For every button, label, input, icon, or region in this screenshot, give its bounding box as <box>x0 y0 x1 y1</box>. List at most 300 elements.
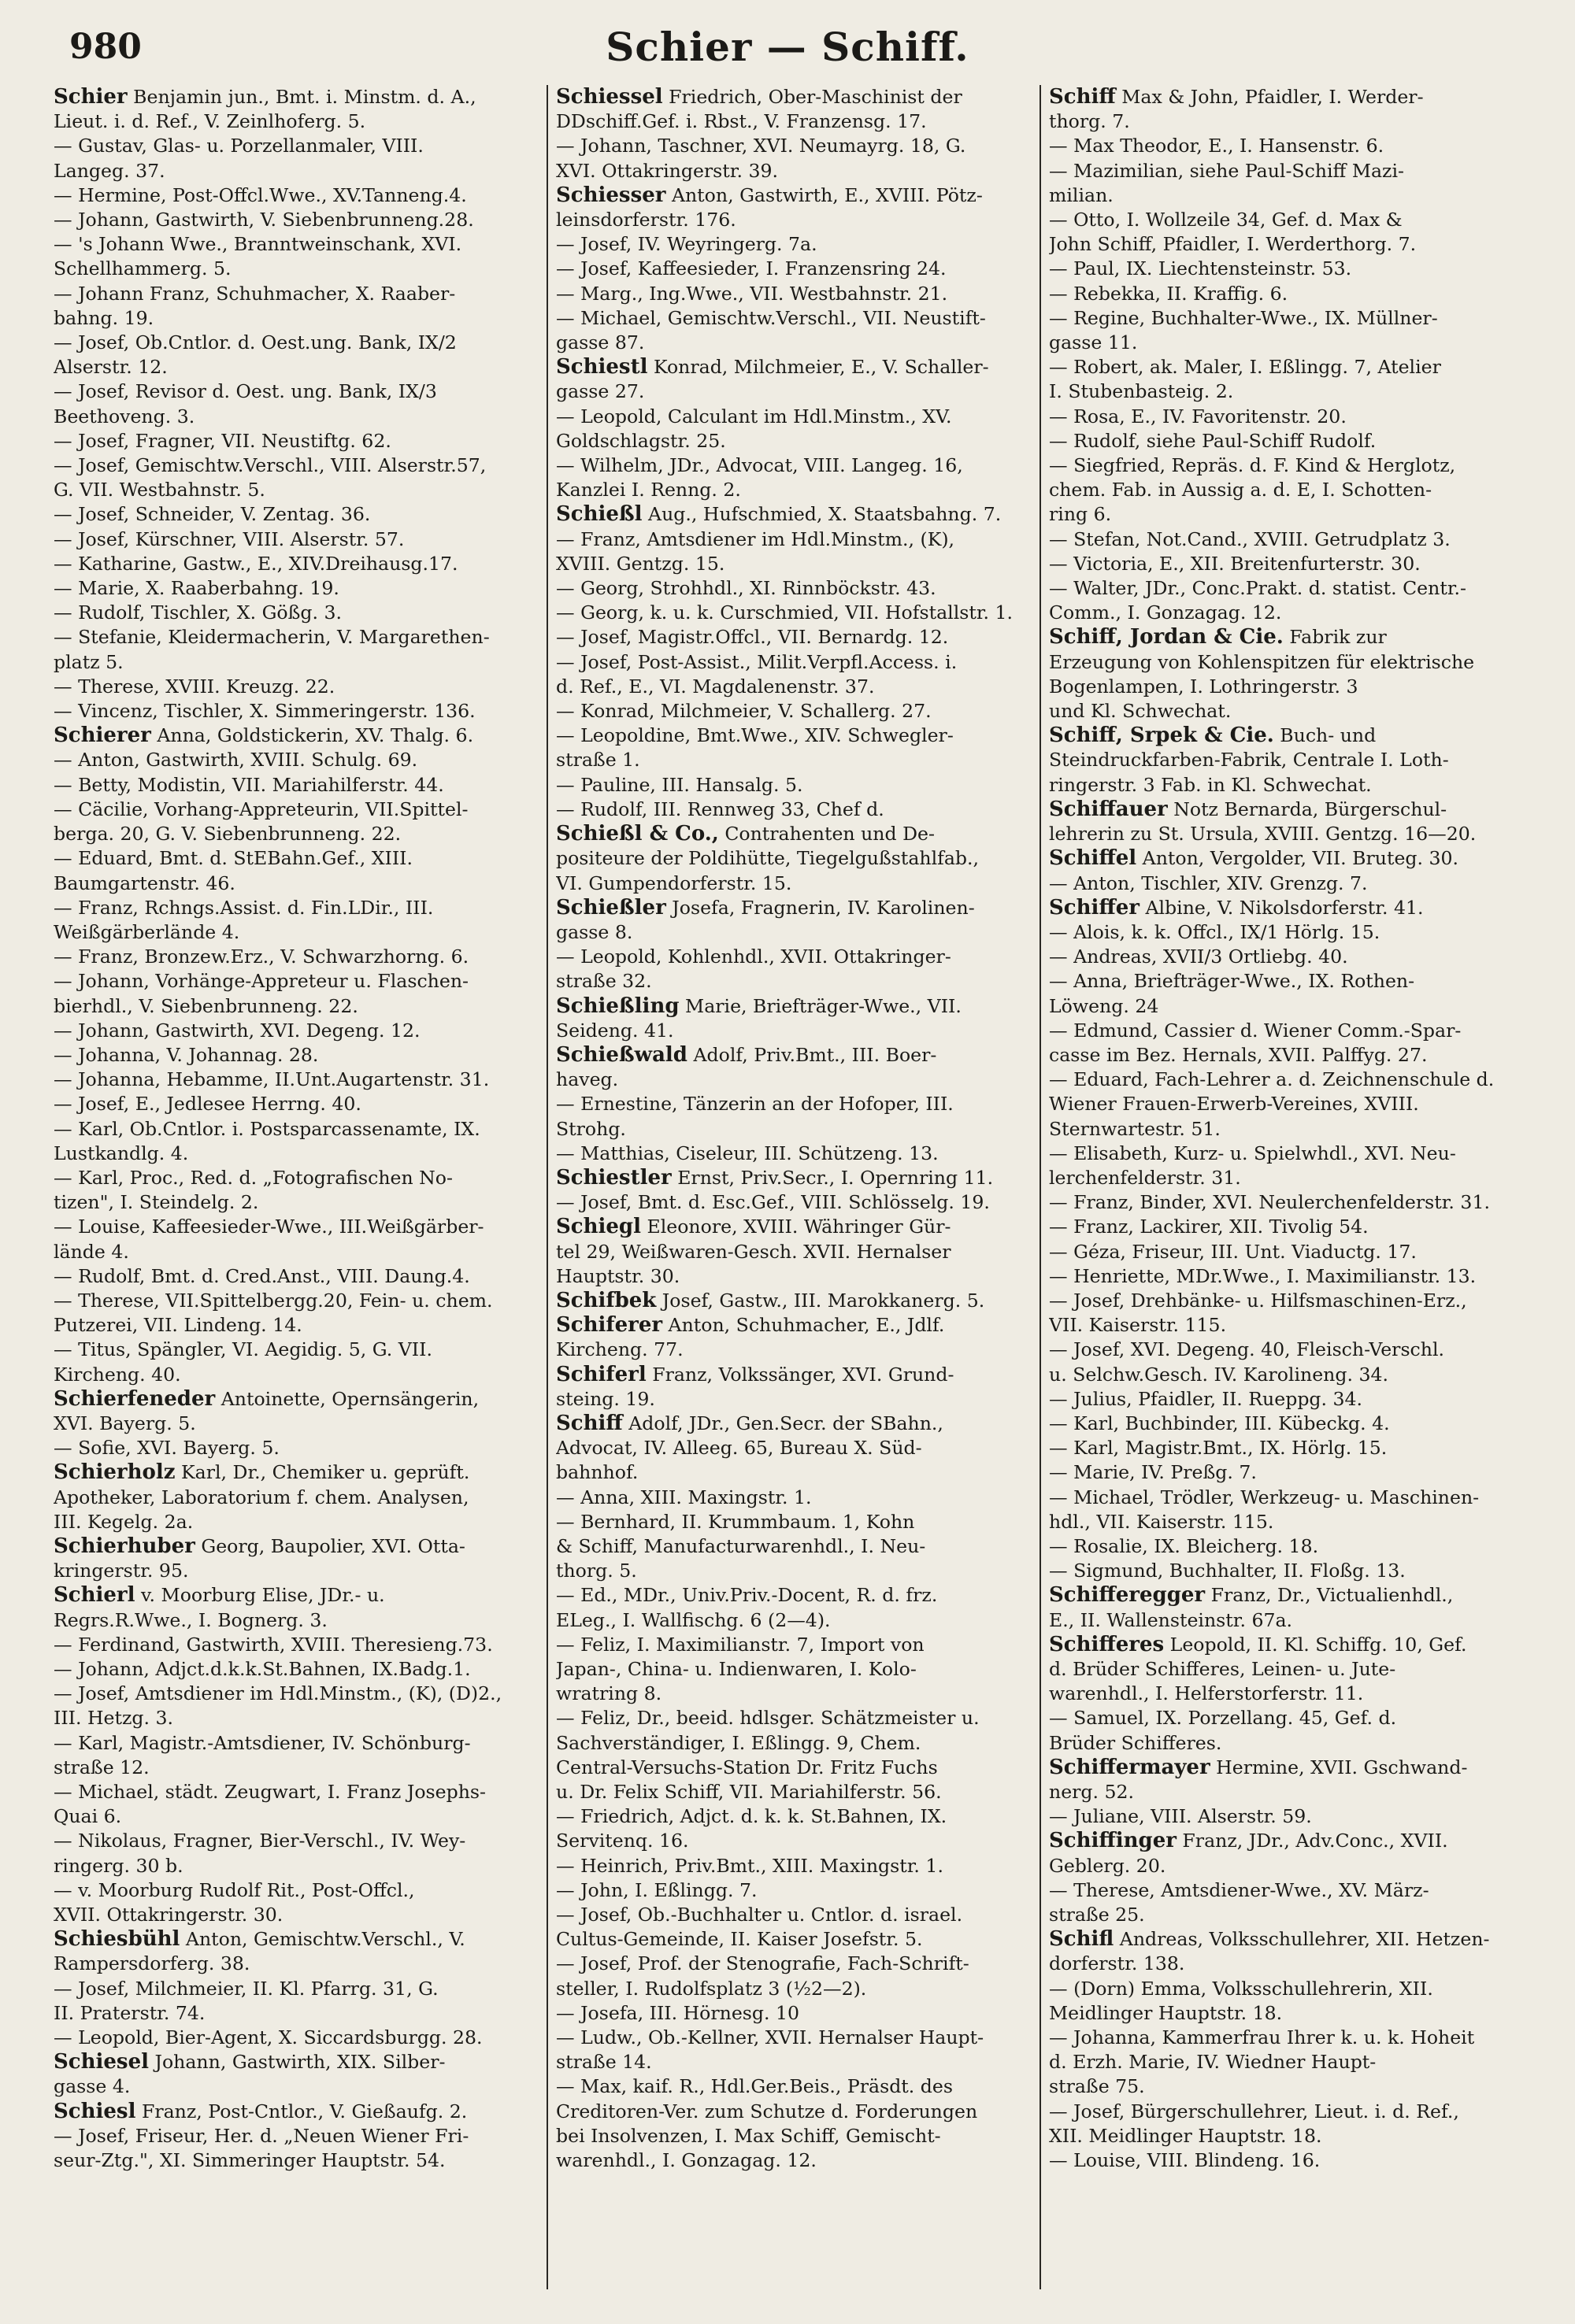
directory-line <box>1049 1804 1525 1829</box>
directory-line <box>556 257 1032 281</box>
entry-text: Baumgartenstr. 46. <box>54 872 235 894</box>
directory-line <box>556 872 1032 896</box>
directory-line <box>54 1583 539 1608</box>
directory-line <box>54 282 539 306</box>
directory-line <box>1049 846 1525 871</box>
directory-line <box>556 2124 1032 2148</box>
entry-text: hdl., VII. Kaiserstr. 115. <box>1049 1510 1274 1533</box>
directory-line <box>1049 355 1525 379</box>
entry-text: VI. Gumpendorferstr. 15. <box>556 872 792 894</box>
directory-line <box>54 576 539 601</box>
entry-text: DDschiff.Gef. i. Rbst., V. Franzensg. 17. <box>556 110 927 133</box>
directory-line <box>556 1706 1032 1730</box>
entry-text: — Anna, Briefträger-Wwe., IX. Rothen- <box>1049 970 1415 993</box>
directory-line <box>1049 1289 1525 1313</box>
directory-line <box>1049 1829 1525 1853</box>
directory-line <box>1049 1190 1525 1215</box>
entry-text: Bogenlampen, I. Lothringerstr. 3 <box>1049 675 1358 698</box>
entry-text: Regrs.R.Wwe., I. Bognerg. 3. <box>54 1608 328 1631</box>
directory-line <box>556 2148 1032 2173</box>
entry-text: — Georg, Strohhdl., XI. Rinnböckstr. 43. <box>556 577 936 600</box>
entry-text: VII. Kaiserstr. 115. <box>1049 1314 1227 1337</box>
entry-text: u. Selchw.Gesch. IV. Karolineng. 34. <box>1049 1363 1388 1386</box>
directory-line <box>54 1829 539 1853</box>
directory-line <box>1049 822 1525 846</box>
entry-text: — Leopoldine, Bmt.Wwe., XIV. Schwegler- <box>556 724 954 747</box>
entry-text: lehrerin zu St. Ursula, XVIII. Gentzg. 16—20. <box>1049 823 1477 846</box>
surname-heading: Schiesser <box>556 183 666 207</box>
directory-line <box>54 1142 539 1166</box>
directory-line <box>1049 502 1525 527</box>
entry-text: bei Insolvenzen, I. Max Schiff, Gemischt- <box>556 2124 941 2147</box>
entry-text: — Josef, Bmt. d. Esc.Gef., VIII. Schlösselg. 19. <box>556 1191 990 1214</box>
directory-line <box>1049 1460 1525 1485</box>
entry-text: — Nikolaus, Fragner, Bier-Verschl., IV. Wey- <box>54 1830 466 1852</box>
directory-line <box>54 109 539 134</box>
directory-line <box>54 331 539 355</box>
directory-line <box>556 1510 1032 1534</box>
entry-text: — Rudolf, Bmt. d. Cred.Anst., VIII. Daung.4. <box>54 1264 470 1287</box>
directory-line <box>1049 405 1525 429</box>
directory-line <box>54 748 539 772</box>
directory-line <box>54 1436 539 1460</box>
entry-text: — Josef, Magistr.Offcl., VII. Bernardg. 12. <box>556 626 949 649</box>
entry-text: — Heinrich, Priv.Bmt., XIII. Maxingstr. 1. <box>556 1854 943 1877</box>
directory-line <box>556 625 1032 649</box>
surname-heading: Schiffauer <box>1049 797 1168 821</box>
entry-text: III. Kegelg. 2a. <box>54 1510 194 1533</box>
entry-text: — Anton, Gastwirth, XVIII. Schulg. 69. <box>54 749 418 772</box>
directory-line <box>54 920 539 945</box>
directory-line <box>556 650 1032 675</box>
directory-line <box>556 675 1032 699</box>
entry-text: ringerstr. 3 Fab. in Kl. Schwechat. <box>1049 773 1372 796</box>
entry-text: — Josef, Milchmeier, II. Kl. Pfarrg. 31, G. <box>54 1977 439 2000</box>
directory-line <box>1049 1363 1525 1387</box>
directory-line <box>1049 1142 1525 1166</box>
directory-line <box>54 1412 539 1436</box>
directory-line <box>1049 1338 1525 1362</box>
entry-text: — Wilhelm, JDr., Advocat, VIII. Langeg. 16, <box>556 454 963 477</box>
entry-text: — Johanna, Kammerfrau Ihrer k. u. k. Hoheit <box>1049 2026 1475 2049</box>
directory-line <box>556 1731 1032 1756</box>
directory-line <box>1049 2026 1525 2050</box>
directory-line <box>1049 1952 1525 1976</box>
directory-line <box>1049 1780 1525 1804</box>
directory-line <box>556 1583 1032 1608</box>
directory-line <box>556 1068 1032 1092</box>
directory-line <box>556 1633 1032 1657</box>
surname-heading: Schiferl <box>556 1362 647 1386</box>
entry-text: — Ed., MDr., Univ.Priv.-Docent, R. d. frz. <box>556 1584 938 1607</box>
directory-line <box>1049 478 1525 502</box>
surname-heading: Schießler <box>556 895 666 920</box>
directory-line <box>556 723 1032 748</box>
entry-text: — Rudolf, siehe Paul-Schiff Rudolf. <box>1049 429 1377 452</box>
directory-line <box>54 896 539 920</box>
entry-text: Wiener Frauen-Erwerb-Vereines, XVIII. <box>1049 1093 1419 1116</box>
entry-text: ringerg. 30 b. <box>54 1854 183 1877</box>
directory-line <box>556 2100 1032 2124</box>
entry-text: Ernst, Priv.Secr., I. Opernring 11. <box>671 1166 994 1189</box>
entry-text: Friedrich, Ober-Maschinist der <box>662 86 962 108</box>
entry-text: — Rebekka, II. Kraffig. 6. <box>1049 282 1288 305</box>
entry-text: warenhdl., I. Gonzagag. 12. <box>556 2149 817 2172</box>
entry-text: Anton, Gastwirth, E., XVIII. Pötz- <box>665 183 983 206</box>
directory-line <box>1049 232 1525 257</box>
directory-line <box>1049 1166 1525 1190</box>
entry-text: Erzeugung von Kohlenspitzen für elektrische <box>1049 650 1475 673</box>
entry-text: Apotheker, Laboratorium f. chem. Analysen, <box>54 1486 469 1508</box>
directory-line <box>54 1657 539 1682</box>
entry-text: straße 32. <box>556 970 652 993</box>
entry-text: — Leopold, Bier-Agent, X. Siccardsburgg. 28. <box>54 2026 483 2049</box>
directory-line <box>54 379 539 404</box>
directory-line <box>556 1682 1032 1706</box>
directory-line <box>54 1019 539 1043</box>
directory-line <box>556 1608 1032 1633</box>
entry-text: — Michael, Gemischtw.Verschl., VII. Neustift- <box>556 306 986 329</box>
entry-text: Notz Bernarda, Bürgerschul- <box>1167 797 1447 820</box>
directory-line <box>556 2001 1032 2026</box>
entry-text: — Samuel, IX. Porzellang. 45, Gef. d. <box>1049 1707 1397 1730</box>
entry-text: warenhdl., I. Helferstorferstr. 11. <box>1049 1682 1364 1705</box>
entry-text: — Otto, I. Wollzeile 34, Gef. d. Max & <box>1049 209 1403 231</box>
entry-text: — Edmund, Cassier d. Wiener Comm.-Spar- <box>1049 1019 1462 1042</box>
directory-line <box>1049 576 1525 601</box>
directory-line <box>54 1387 539 1412</box>
entry-text: Brüder Schifferes. <box>1049 1731 1222 1754</box>
directory-line <box>54 1731 539 1756</box>
directory-line <box>54 1486 539 1510</box>
directory-line <box>54 208 539 232</box>
directory-line <box>54 2148 539 2173</box>
directory-line <box>54 306 539 331</box>
entry-text: — Josef, Amtsdiener im Hdl.Minstm., (K), (D)2., <box>54 1682 502 1705</box>
entry-text: Josefa, Fragnerin, IV. Karolinen- <box>665 896 975 919</box>
entry-text: XVIII. Gentzg. 15. <box>556 552 725 575</box>
entry-text: tizen", I. Steindelg. 2. <box>54 1191 259 1214</box>
directory-line <box>1049 872 1525 896</box>
entry-text: — Leopold, Kohlenhdl., XVII. Ottakringer- <box>556 946 951 968</box>
entry-text: — Michael, städt. Zeugwart, I. Franz Josephs- <box>54 1781 486 1804</box>
entry-text: — Franz, Lackirer, XII. Tivolig 54. <box>1049 1216 1369 1238</box>
directory-line <box>54 1977 539 2001</box>
entry-text: Josef, Gastw., III. Marokkanerg. 5. <box>656 1289 985 1312</box>
directory-line <box>1049 723 1525 748</box>
entry-text: — Johann, Adjct.d.k.k.St.Bahnen, IX.Badg.1. <box>54 1658 471 1680</box>
surname-heading: Schifferegger <box>1049 1583 1206 1608</box>
surname-heading: Schiff <box>556 1411 623 1435</box>
entry-text: Fabrik zur <box>1283 626 1387 649</box>
entry-text: gasse 8. <box>556 920 633 943</box>
entry-text: — Matthias, Ciseleur, III. Schützeng. 13. <box>556 1142 939 1164</box>
directory-line <box>556 1854 1032 1878</box>
directory-line <box>556 1043 1032 1068</box>
entry-text: gasse 11. <box>1049 331 1138 354</box>
directory-line <box>54 1043 539 1068</box>
directory-line <box>1049 969 1525 994</box>
entry-text: — Bernhard, II. Krummbaum. 1, Kohn <box>556 1510 915 1533</box>
directory-line <box>556 1338 1032 1362</box>
entry-text: — Leopold, Calculant im Hdl.Minstm., XV. <box>556 405 952 427</box>
entry-text: Adolf, JDr., Gen.Secr. der SBahn., <box>622 1412 943 1434</box>
directory-line <box>556 478 1032 502</box>
entry-text: — Feliz, I. Maximilianstr. 7, Import von <box>556 1633 925 1656</box>
directory-line <box>54 625 539 649</box>
surname-heading: Schierer <box>54 723 151 748</box>
directory-line <box>1049 994 1525 1019</box>
entry-text: — Ludw., Ob.-Kellner, XVII. Hernalser Haupt- <box>556 2026 984 2049</box>
directory-line <box>1049 1608 1525 1633</box>
directory-line <box>1049 1387 1525 1412</box>
entry-text: Lieut. i. d. Ref., V. Zeinlhoferg. 5. <box>54 110 366 133</box>
directory-line <box>54 2124 539 2148</box>
directory-line <box>556 1460 1032 1485</box>
directory-line <box>556 1486 1032 1510</box>
directory-line <box>556 576 1032 601</box>
directory-line <box>54 1460 539 1485</box>
directory-line <box>1049 379 1525 404</box>
directory-columns <box>54 85 1534 2289</box>
surname-heading: Schießwald <box>556 1042 687 1067</box>
entry-text: XII. Meidlinger Hauptstr. 18. <box>1049 2124 1322 2147</box>
directory-line <box>556 502 1032 527</box>
entry-text: Löweng. 24 <box>1049 994 1159 1017</box>
directory-line <box>1049 331 1525 355</box>
entry-text: — Mazimilian, siehe Paul-Schiff Mazi- <box>1049 159 1404 182</box>
entry-text: Marie, Briefträger-Wwe., VII. <box>679 994 962 1017</box>
entry-text: u. Dr. Felix Schiff, VII. Mariahilferstr. 56. <box>556 1781 942 1804</box>
surname-heading: Schierholz <box>54 1460 176 1485</box>
surname-heading: Schiff, Srpek & Cie. <box>1049 723 1274 748</box>
directory-line <box>54 675 539 699</box>
entry-text: berga. 20, G. V. Siebenbrunneng. 22. <box>54 823 402 846</box>
entry-text: — Cäcilie, Vorhang-Appreteurin, VII.Spittel- <box>54 797 469 820</box>
directory-line <box>1049 650 1525 675</box>
directory-line <box>556 1534 1032 1559</box>
directory-line <box>54 2050 539 2074</box>
entry-text: Anna, Goldstickerin, XV. Thalg. 6. <box>150 724 474 747</box>
entry-text: Beethoveng. 3. <box>54 405 195 427</box>
entry-text: — Ferdinand, Gastwirth, XVIII. Theresieng.73. <box>54 1633 493 1656</box>
entry-text: — Betty, Modistin, VII. Mariahilferstr. 44. <box>54 773 444 796</box>
entry-text: tel 29, Weißwaren-Gesch. XVII. Hernalser <box>556 1240 951 1263</box>
column-3 <box>1040 85 1532 2289</box>
entry-text: — Josef, XVI. Degeng. 40, Fleisch-Verschl. <box>1049 1338 1445 1361</box>
surname-heading: Schießling <box>556 994 680 1018</box>
directory-line <box>1049 896 1525 920</box>
entry-text: Rampersdorferg. 38. <box>54 1952 250 1975</box>
directory-line <box>54 1215 539 1239</box>
directory-line <box>556 1313 1032 1338</box>
entry-text: Advocat, IV. Alleeg. 65, Bureau X. Süd- <box>556 1437 922 1460</box>
directory-line <box>1049 1436 1525 1460</box>
entry-text: gasse 87. <box>556 331 645 354</box>
entry-text: milian. <box>1049 183 1114 206</box>
entry-text: Karl, Dr., Chemiker u. geprüft. <box>175 1461 470 1484</box>
entry-text: III. Hetzg. 3. <box>54 1707 174 1730</box>
surname-heading: Schierfeneder <box>54 1386 216 1411</box>
entry-text: — Max, kaif. R., Hdl.Ger.Beis., Präsdt. des <box>556 2075 953 2098</box>
surname-heading: Schiffer <box>1049 895 1140 920</box>
entry-text: Albine, V. Nikolsdorferstr. 41. <box>1139 896 1424 919</box>
entry-text: Central-Versuchs-Station Dr. Fritz Fuchs <box>556 1756 938 1778</box>
entry-text: — Franz, Amtsdiener im Hdl.Minstm., (K), <box>556 527 955 550</box>
directory-line <box>54 1534 539 1559</box>
directory-line <box>54 1804 539 1829</box>
directory-line <box>54 1068 539 1092</box>
surname-heading: Schießl <box>556 502 643 527</box>
surname-heading: Schiffinger <box>1049 1829 1177 1853</box>
directory-line <box>556 134 1032 158</box>
entry-text: gasse 27. <box>556 380 645 403</box>
entry-text: John Schiff, Pfaidler, I. Werderthorg. 7. <box>1049 233 1417 256</box>
directory-line <box>556 527 1032 552</box>
entry-text: — Max Theodor, E., I. Hansenstr. 6. <box>1049 135 1384 157</box>
column-1 <box>54 85 547 2289</box>
entry-text: — Walter, JDr., Conc.Prakt. d. statist. Centr.- <box>1049 577 1466 600</box>
entry-text: — Johanna, V. Johannag. 28. <box>54 1043 319 1066</box>
directory-line <box>1049 2148 1525 2173</box>
directory-line <box>54 1240 539 1264</box>
entry-text: — Rosalie, IX. Bleicherg. 18. <box>1049 1534 1319 1557</box>
directory-line <box>54 2074 539 2099</box>
directory-line <box>54 1854 539 1878</box>
directory-line <box>1049 625 1525 649</box>
entry-text: Comm., I. Gonzagag. 12. <box>1049 601 1282 624</box>
running-head: Schier — Schiff. <box>606 24 969 70</box>
directory-line <box>556 331 1032 355</box>
directory-line <box>556 748 1032 772</box>
directory-line <box>556 994 1032 1019</box>
directory-line <box>1049 1215 1525 1239</box>
entry-text: — Johann, Taschner, XVI. Neumayrg. 18, G. <box>556 135 966 157</box>
entry-text: steing. 19. <box>556 1387 655 1410</box>
directory-line <box>556 601 1032 625</box>
directory-line <box>1049 1756 1525 1780</box>
surname-heading: Schiestler <box>556 1165 672 1190</box>
directory-line <box>54 527 539 552</box>
entry-text: straße 75. <box>1049 2075 1145 2098</box>
entry-text: Johann, Gastwirth, XIX. Silber- <box>149 2051 446 2074</box>
directory-line <box>54 1510 539 1534</box>
entry-text: — Josef, Revisor d. Oest. ung. Bank, IX/3 <box>54 380 437 403</box>
directory-line <box>54 2026 539 2050</box>
entry-text: — Karl, Buchbinder, III. Kübeckg. 4. <box>1049 1412 1390 1434</box>
entry-text: Putzerei, VII. Lindeng. 14. <box>54 1314 302 1337</box>
directory-line <box>54 1756 539 1780</box>
surname-heading: Schießl & Co., <box>556 822 719 846</box>
directory-line <box>556 1559 1032 1583</box>
entry-text: XVII. Ottakringerstr. 30. <box>54 1904 284 1926</box>
entry-text: d. Erzh. Marie, IV. Wiedner Haupt- <box>1049 2051 1377 2074</box>
entry-text: Sternwartestr. 51. <box>1049 1117 1221 1140</box>
surname-heading: Schiegl <box>556 1215 641 1239</box>
directory-line <box>54 134 539 158</box>
entry-text: Anton, Gemischtw.Verschl., V. <box>180 1928 465 1951</box>
entry-text: — Josef, Drehbänke- u. Hilfsmaschinen-Erz., <box>1049 1289 1467 1312</box>
directory-line <box>54 1952 539 1976</box>
entry-text: — Josef, Ob.-Buchhalter u. Cntlor. d. israel. <box>556 1904 963 1926</box>
directory-line <box>556 183 1032 208</box>
directory-line <box>1049 699 1525 723</box>
entry-text: — v. Moorburg Rudolf Rit., Post-Offcl., <box>54 1878 415 1901</box>
entry-text: — Alois, k. k. Offcl., IX/1 Hörlg. 15. <box>1049 920 1380 943</box>
directory-line <box>54 699 539 723</box>
entry-text: I. Stubenbasteig. 2. <box>1049 380 1234 403</box>
directory-line <box>556 773 1032 797</box>
surname-heading: Schiff <box>1049 85 1116 109</box>
entry-text: — Feliz, Dr., beeid. hdlsger. Schätzmeister u. <box>556 1707 980 1730</box>
directory-line <box>556 1117 1032 1142</box>
surname-heading: Schiffel <box>1049 846 1137 871</box>
directory-line <box>1049 773 1525 797</box>
entry-text: — Josef, Bürgerschullehrer, Lieut. i. d. Ref., <box>1049 2100 1459 2122</box>
entry-text: — Josef, Kaffeesieder, I. Franzensring 24. <box>556 257 947 280</box>
directory-line <box>54 257 539 281</box>
directory-line <box>54 1363 539 1387</box>
directory-line <box>54 1903 539 1927</box>
entry-text: — Josef, Post-Assist., Milit.Verpfl.Access. i. <box>556 650 958 673</box>
directory-line <box>54 872 539 896</box>
directory-line <box>556 1092 1032 1116</box>
surname-heading: Schiesel <box>54 2050 149 2074</box>
entry-text: Alserstr. 12. <box>54 356 168 379</box>
directory-line <box>1049 1657 1525 1682</box>
entry-text: — Therese, XVIII. Kreuzg. 22. <box>54 675 335 698</box>
directory-line <box>556 896 1032 920</box>
entry-text: — Stefanie, Kleidermacherin, V. Margarethen- <box>54 626 490 649</box>
entry-text: kringerstr. 95. <box>54 1560 189 1582</box>
directory-line <box>556 1412 1032 1436</box>
directory-line <box>1049 208 1525 232</box>
directory-line <box>1049 1927 1525 1952</box>
directory-line <box>1049 920 1525 945</box>
directory-line <box>556 1142 1032 1166</box>
directory-line <box>1049 1510 1525 1534</box>
entry-text: seur-Ztg.", XI. Simmeringer Hauptstr. 54. <box>54 2149 446 2172</box>
entry-text: — Pauline, III. Hansalg. 5. <box>556 773 803 796</box>
entry-text: Anton, Schuhmacher, E., Jdlf. <box>662 1314 945 1337</box>
entry-text: chem. Fab. in Aussig a. d. E, I. Schotten- <box>1049 479 1432 501</box>
entry-text: — Henriette, MDr.Wwe., I. Maximilianstr. 13. <box>1049 1264 1477 1287</box>
surname-heading: Schiestl <box>556 355 648 379</box>
entry-text: Adolf, Priv.Bmt., III. Boer- <box>687 1043 937 1066</box>
entry-text: XVI. Bayerg. 5. <box>54 1412 196 1434</box>
directory-line <box>1049 306 1525 331</box>
entry-text: und Kl. Schwechat. <box>1049 700 1232 723</box>
surname-heading: Schiffermayer <box>1049 1755 1210 1779</box>
directory-line <box>1049 1633 1525 1657</box>
directory-line <box>54 1289 539 1313</box>
entry-text: lerchenfelderstr. 31. <box>1049 1166 1241 1189</box>
entry-text: Kircheng. 77. <box>556 1338 684 1361</box>
entry-text: — Eduard, Fach-Lehrer a. d. Zeichnenschule d. <box>1049 1068 1495 1091</box>
surname-heading: Schifbek <box>556 1288 657 1312</box>
directory-line <box>1049 1903 1525 1927</box>
entry-text: — Karl, Magistr.Bmt., IX. Hörlg. 15. <box>1049 1437 1388 1460</box>
directory-line <box>556 208 1032 232</box>
directory-line <box>556 699 1032 723</box>
directory-line <box>54 2100 539 2124</box>
directory-line <box>54 945 539 969</box>
entry-text: Anton, Vergolder, VII. Bruteg. 30. <box>1136 847 1459 870</box>
entry-text: — Karl, Proc., Red. d. „Fotografischen No- <box>54 1166 453 1189</box>
directory-line <box>54 994 539 1019</box>
directory-line <box>54 1338 539 1362</box>
entry-text: Leopold, II. Kl. Schiffg. 10, Gef. <box>1164 1633 1467 1656</box>
